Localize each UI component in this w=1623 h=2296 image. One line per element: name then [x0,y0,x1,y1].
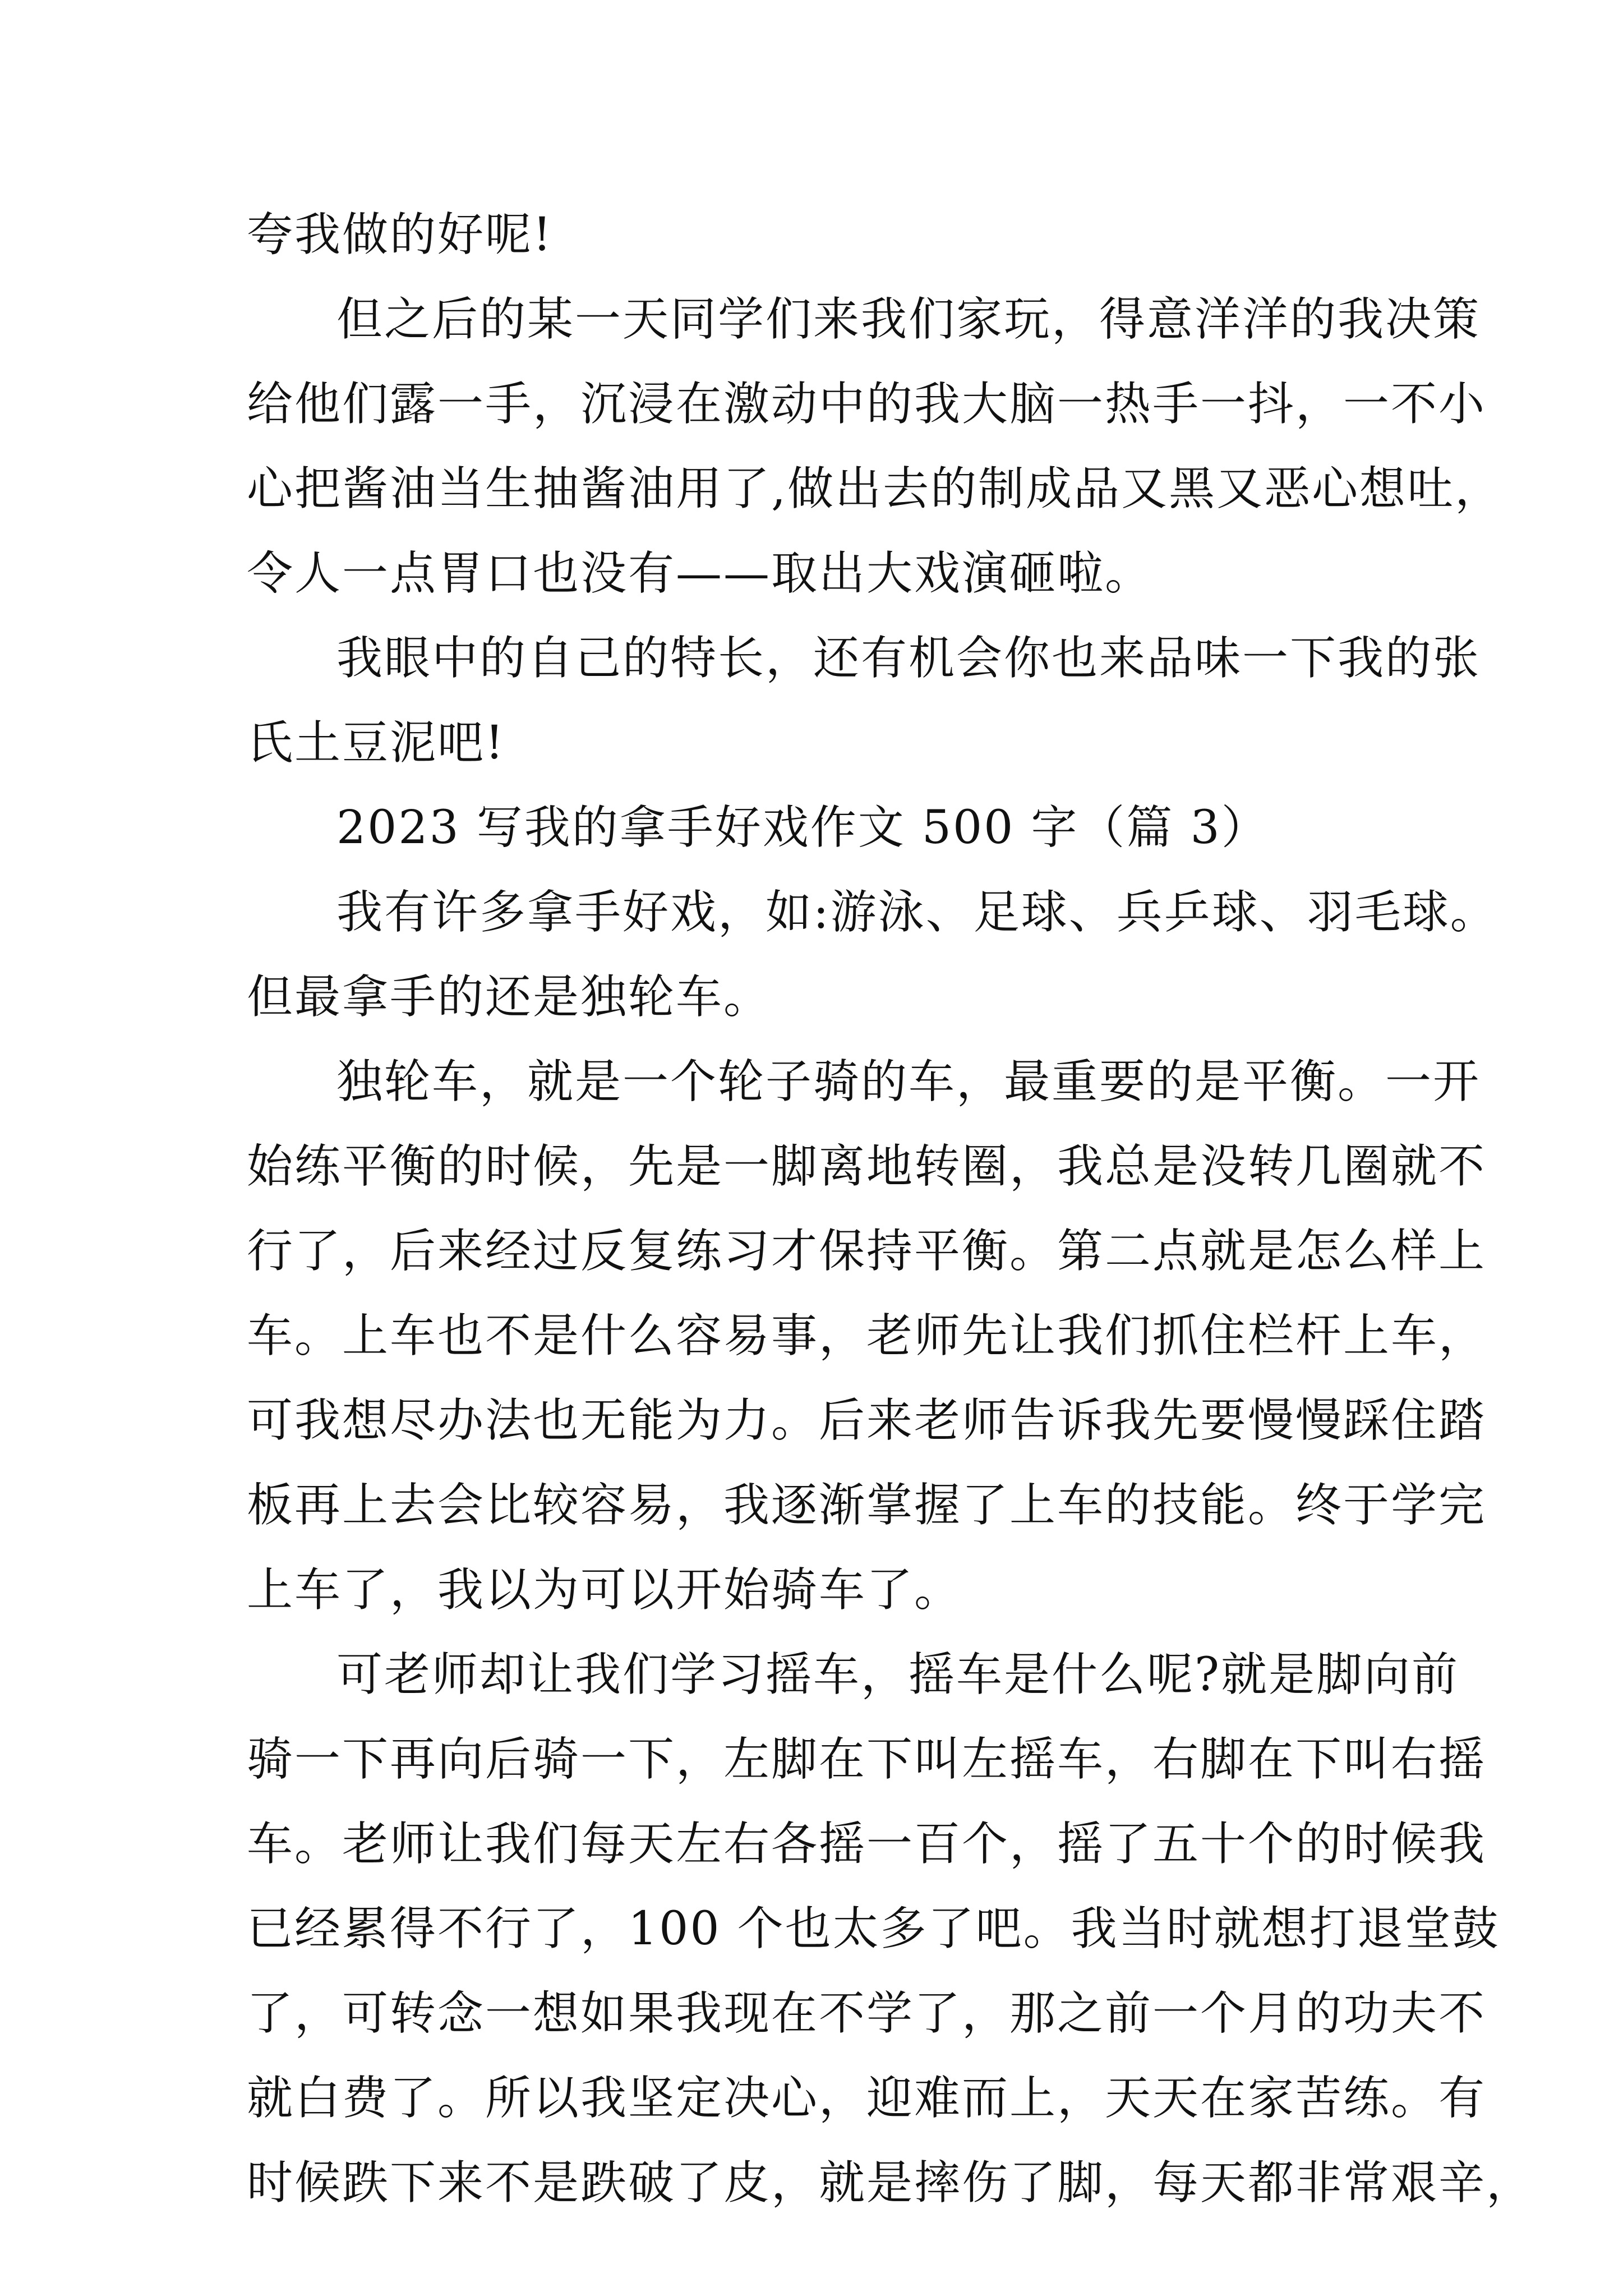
paragraph-start: 可老师却让我们学习摇车，摇车是什么呢?就是脚向前 [336,1648,1459,1701]
text-line: 心把酱油当生抽酱油用了,做出去的制成品又黑又恶心想吐， [247,462,1503,516]
text-line: 骑一下再向后骑一下，左脚在下叫左摇车，右脚在下叫右摇 [247,1733,1487,1786]
text-line: 已经累得不行了，100 个也太多了吧。我当时就想打退堂鼓 [247,1902,1500,1955]
text-line: 了，可转念一想如果我现在不学了，那之前一个月的功夫不 [247,1987,1487,2040]
text-line: 夸我做的好呢! [247,208,553,261]
text-line: 车。上车也不是什么容易事，老师先让我们抓住栏杆上车， [247,1309,1487,1363]
text-line: 给他们露一手，沉浸在激动中的我大脑一热手一抖，一不小 [247,378,1487,431]
text-line: 行了，后来经过反复练习才保持平衡。第二点就是怎么样上 [247,1225,1487,1278]
text-line: 上车了，我以为可以开始骑车了。 [247,1563,962,1617]
text-line: 板再上去会比较容易，我逐渐掌握了上车的技能。终于学完 [247,1479,1487,1532]
text-line: 氏土豆泥吧! [247,716,505,770]
paragraph-start: 独轮车，就是一个轮子骑的车，最重要的是平衡。一开 [336,1055,1481,1108]
section-heading: 2023 写我的拿手好戏作文 500 字（篇 3） [336,801,1269,854]
paragraph-start: 但之后的某一天同学们来我们家玩，得意洋洋的我决策 [336,293,1481,346]
text-line: 时候跌下来不是跌破了皮，就是摔伤了脚，每天都非常艰辛， [247,2156,1534,2210]
text-line: 始练平衡的时候，先是一脚离地转圈，我总是没转几圈就不 [247,1140,1487,1193]
text-line: 车。老师让我们每天左右各摇一百个，摇了五十个的时候我 [247,1818,1487,1871]
text-line: 就白费了。所以我坚定决心，迎难而上，天天在家苦练。有 [247,2072,1487,2125]
paragraph-start: 我有许多拿手好戏，如:游泳、足球、兵乒球、羽毛球。 [336,886,1498,939]
text-line: 可我想尽办法也无能为力。后来老师告诉我先要慢慢踩住踏 [247,1394,1487,1447]
paragraph-start: 我眼中的自己的特长，还有机会你也来品味一下我的张 [336,632,1481,685]
text-line: 但最拿手的还是独轮车。 [247,970,772,1024]
text-line: 令人一点胃口也没有——取出大戏演砸啦。 [247,547,1153,600]
